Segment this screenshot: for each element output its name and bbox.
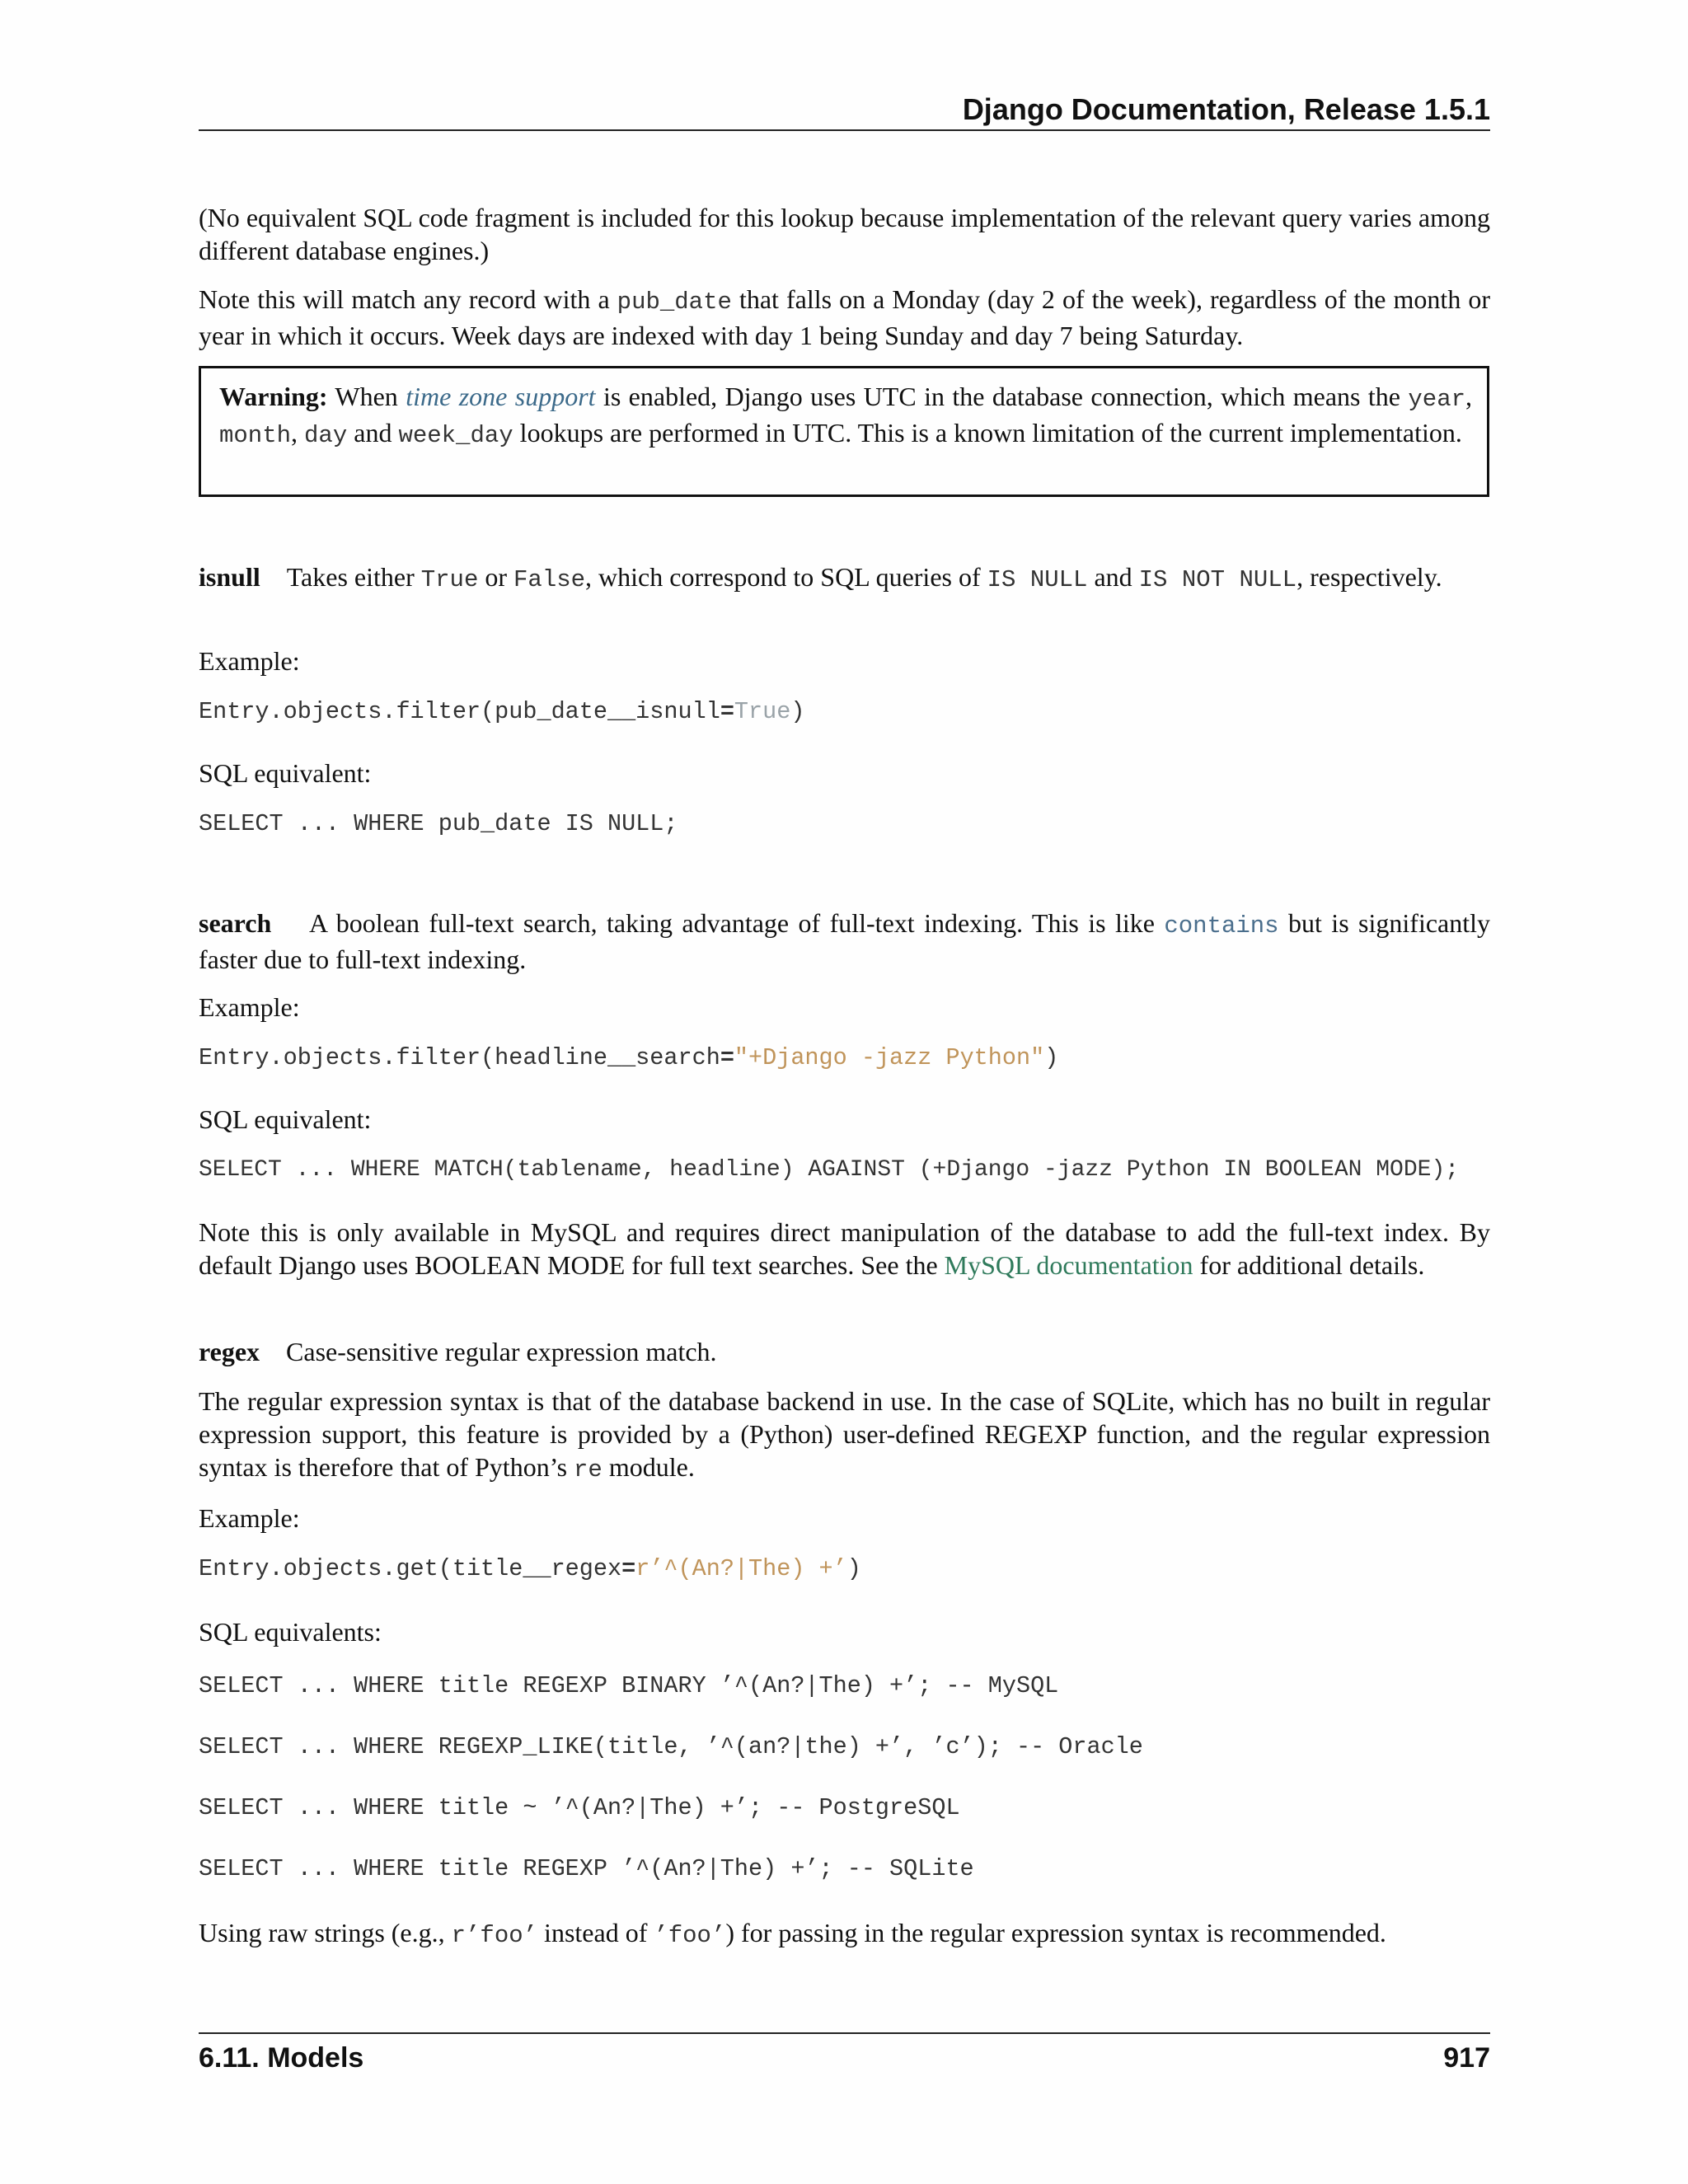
isnull-definition: isnull Takes either True or False, which correspond to SQL queries of IS NULL and IS NOT NULL, respectively.: [199, 562, 1442, 593]
regex-sql-mysql: SELECT ... WHERE title REGEXP BINARY ’^(An?|The) +’; -- MySQL: [199, 1672, 1059, 1699]
isnull-example-code: Entry.objects.filter(pub_date__isnull=True): [199, 698, 805, 725]
warning-text: Warning: When time zone support is enabled, Django uses UTC in the database connection, which means the year, month, day and week_day lookups are performed in UTC. This is a known limitation of the current implementation.: [219, 382, 1473, 449]
regex-example-code: Entry.objects.get(title__regex=r’^(An?|The) +’): [199, 1555, 861, 1582]
header-rule: [199, 129, 1490, 131]
running-header-title: Django Documentation, Release 1.5.1: [962, 92, 1490, 126]
regex-sql-postgresql: SELECT ... WHERE title ~ ’^(An?|The) +’; -- PostgreSQL: [199, 1794, 960, 1821]
isnull-sql-label: SQL equivalent:: [199, 758, 372, 788]
regex-sql-sqlite: SELECT ... WHERE title REGEXP ’^(An?|The) +’; -- SQLite: [199, 1855, 974, 1882]
search-definition: search A boolean full-text search, taking advantage of full-text indexing. This is like contains but is significantly faster due to full-text indexing.: [199, 908, 1491, 974]
isnull-example-label: Example:: [199, 646, 300, 676]
footer-rule: [199, 2032, 1490, 2034]
footer-page-number: 917: [1443, 2042, 1490, 2074]
regex-raw-strings-note: Using raw strings (e.g., r’foo’ instead of ’foo’) for passing in the regular expression syntax is recommended.: [199, 1918, 1386, 1949]
intro-paragraph-1: (No equivalent SQL code fragment is included for this lookup because implementation of the relevant query varies among different database engines.): [199, 203, 1490, 265]
inline-code: pub_date: [617, 288, 732, 316]
search-example-label: Example:: [199, 992, 300, 1022]
regex-example-label: Example:: [199, 1503, 300, 1533]
search-term: search: [199, 908, 272, 938]
regex-sql-label: SQL equivalents:: [199, 1617, 382, 1647]
time-zone-support-link[interactable]: time zone support: [406, 382, 596, 411]
regex-paragraph: The regular expression syntax is that of the database backend in use. In the case of SQLite, which has no built in regular expression support, this feature is provided by a (Python) user-defined REGEXP function, and the regular expression syntax is therefore that of Python’s re module.: [199, 1386, 1490, 1483]
regex-sql-oracle: SELECT ... WHERE REGEXP_LIKE(title, ’^(an?|the) +’, ’c’); -- Oracle: [199, 1733, 1143, 1760]
search-note: Note this is only available in MySQL and requires direct manipulation of the database to add the full-text index. By default Django uses BOOLEAN MODE for full text searches. See the MySQL documentation for additional details.: [199, 1217, 1490, 1280]
search-example-code: Entry.objects.filter(headline__search="+Django -jazz Python"): [199, 1044, 1059, 1071]
search-sql-label: SQL equivalent:: [199, 1104, 372, 1134]
isnull-term: isnull: [199, 562, 260, 592]
footer-section: 6.11. Models: [199, 2042, 364, 2074]
mysql-documentation-link[interactable]: MySQL documentation: [944, 1250, 1193, 1280]
regex-term: regex: [199, 1337, 260, 1366]
intro-paragraph-2: Note this will match any record with a pub_date that falls on a Monday (day 2 of the week), regardless of the month or year in which it occurs. Week days are indexed with day 1 being Sunday and day 7 being Saturday.: [199, 284, 1490, 350]
warning-label: Warning:: [219, 382, 328, 411]
contains-link[interactable]: contains: [1164, 912, 1279, 940]
isnull-sql-code: SELECT ... WHERE pub_date IS NULL;: [199, 810, 678, 837]
regex-definition: regex Case-sensitive regular expression match.: [199, 1337, 717, 1366]
warning-admonition: [199, 366, 1489, 497]
search-sql-code: SELECT ... WHERE MATCH(tablename, headline) AGAINST (+Django -jazz Python IN BOOLEAN MODE);: [199, 1157, 1460, 1183]
